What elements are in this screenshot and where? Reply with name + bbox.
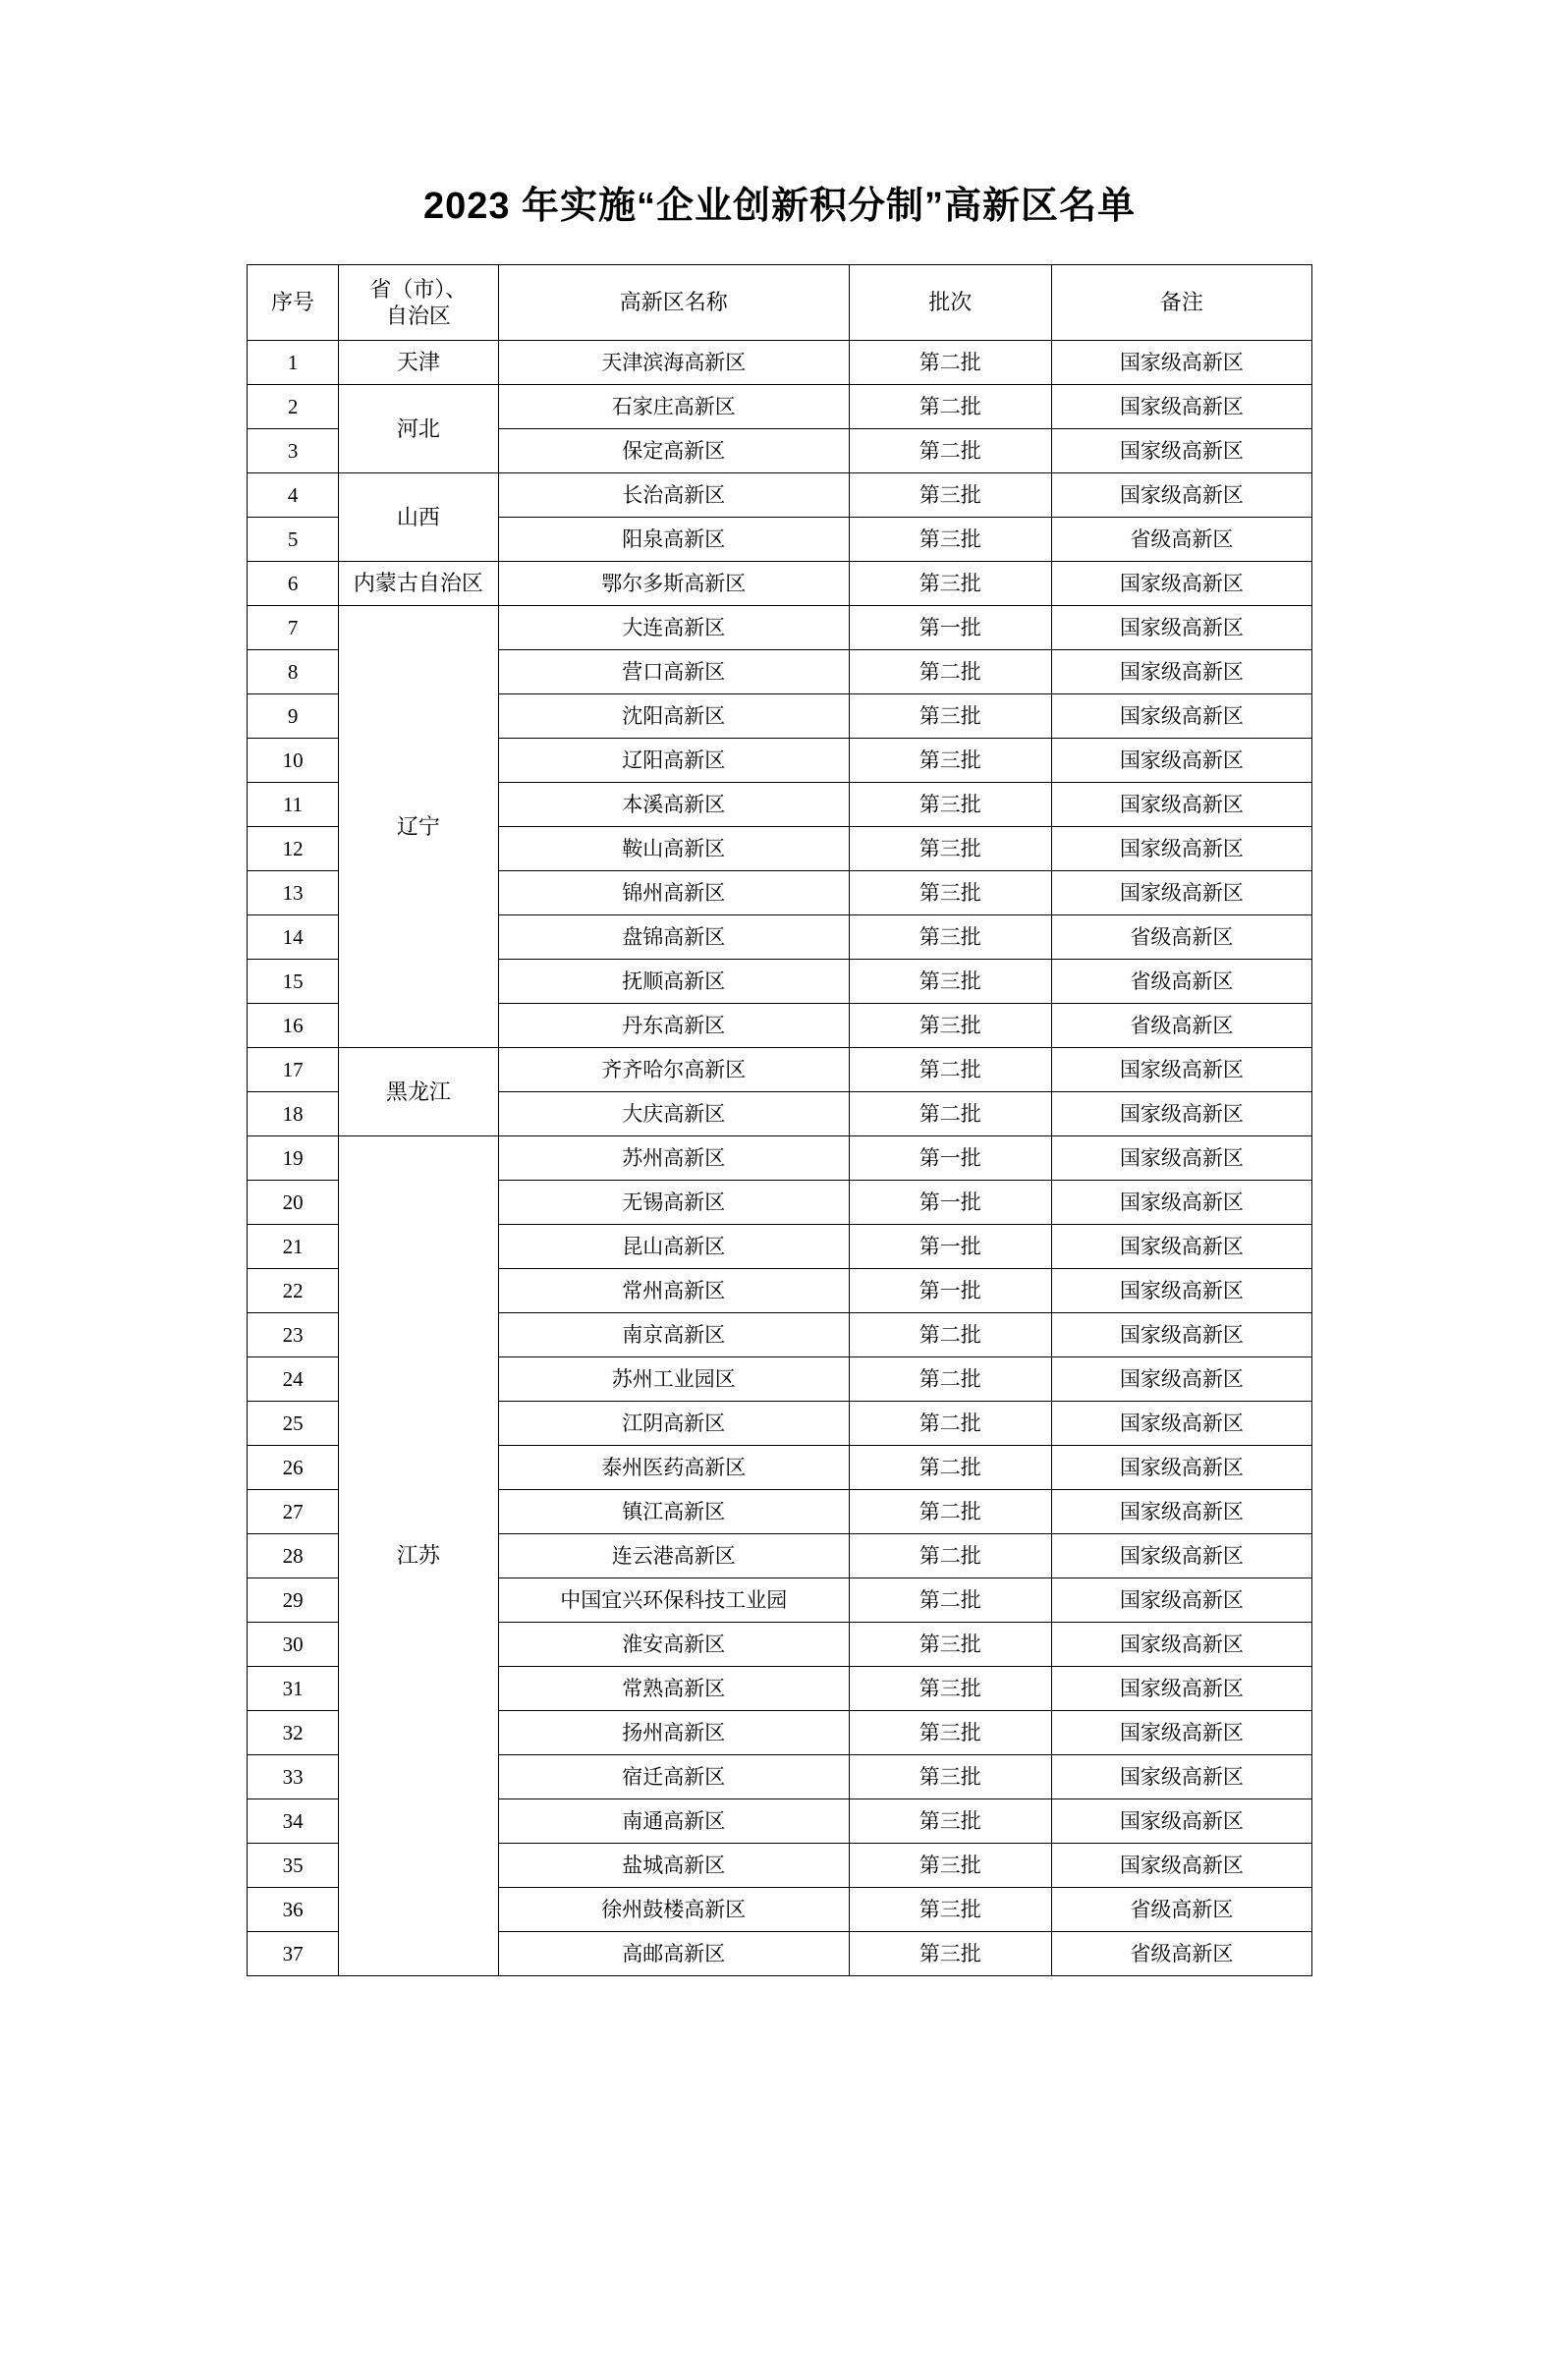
cell-note: 国家级高新区 bbox=[1051, 1844, 1311, 1888]
cell-no: 18 bbox=[248, 1092, 339, 1136]
cell-zone-name: 大连高新区 bbox=[498, 606, 849, 650]
cell-batch: 第三批 bbox=[849, 1755, 1051, 1799]
cell-note: 省级高新区 bbox=[1051, 915, 1311, 960]
cell-note: 国家级高新区 bbox=[1051, 1534, 1311, 1578]
cell-no: 14 bbox=[248, 915, 339, 960]
cell-note: 国家级高新区 bbox=[1051, 694, 1311, 739]
cell-zone-name: 营口高新区 bbox=[498, 650, 849, 694]
cell-zone-name: 长治高新区 bbox=[498, 473, 849, 518]
cell-no: 21 bbox=[248, 1225, 339, 1269]
table-header-row bbox=[248, 265, 1312, 341]
cell-no: 26 bbox=[248, 1446, 339, 1490]
cell-province: 江苏 bbox=[339, 1136, 498, 1976]
cell-no: 34 bbox=[248, 1799, 339, 1844]
cell-no: 28 bbox=[248, 1534, 339, 1578]
cell-batch: 第二批 bbox=[849, 1048, 1051, 1092]
cell-note: 国家级高新区 bbox=[1051, 1667, 1311, 1711]
cell-no: 10 bbox=[248, 739, 339, 783]
cell-no: 11 bbox=[248, 783, 339, 827]
cell-note: 国家级高新区 bbox=[1051, 827, 1311, 871]
cell-no: 16 bbox=[248, 1004, 339, 1048]
cell-note: 国家级高新区 bbox=[1051, 473, 1311, 518]
cell-note: 国家级高新区 bbox=[1051, 1136, 1311, 1181]
table-row bbox=[248, 1136, 1312, 1181]
cell-batch: 第二批 bbox=[849, 1490, 1051, 1534]
cell-zone-name: 辽阳高新区 bbox=[498, 739, 849, 783]
cell-no: 25 bbox=[248, 1402, 339, 1446]
cell-note: 国家级高新区 bbox=[1051, 1048, 1311, 1092]
cell-note: 国家级高新区 bbox=[1051, 1313, 1311, 1357]
cell-zone-name: 镇江高新区 bbox=[498, 1490, 849, 1534]
cell-zone-name: 苏州工业园区 bbox=[498, 1357, 849, 1402]
table-container bbox=[0, 264, 1559, 1976]
cell-zone-name: 中国宜兴环保科技工业园 bbox=[498, 1578, 849, 1623]
cell-no: 22 bbox=[248, 1269, 339, 1313]
cell-no: 6 bbox=[248, 562, 339, 606]
cell-zone-name: 淮安高新区 bbox=[498, 1623, 849, 1667]
column-header-province-line2: 自治区 bbox=[385, 304, 451, 328]
cell-batch: 第三批 bbox=[849, 915, 1051, 960]
cell-no: 5 bbox=[248, 518, 339, 562]
cell-zone-name: 扬州高新区 bbox=[498, 1711, 849, 1755]
cell-batch: 第三批 bbox=[849, 562, 1051, 606]
column-header-no: 序号 bbox=[248, 265, 339, 341]
cell-note: 国家级高新区 bbox=[1051, 1402, 1311, 1446]
table-row bbox=[248, 562, 1312, 606]
cell-zone-name: 天津滨海高新区 bbox=[498, 341, 849, 385]
cell-batch: 第三批 bbox=[849, 1932, 1051, 1976]
cell-zone-name: 昆山高新区 bbox=[498, 1225, 849, 1269]
column-header-name: 高新区名称 bbox=[498, 265, 849, 341]
cell-note: 国家级高新区 bbox=[1051, 1092, 1311, 1136]
cell-note: 国家级高新区 bbox=[1051, 1799, 1311, 1844]
high-tech-zone-table bbox=[247, 264, 1312, 1976]
cell-note: 国家级高新区 bbox=[1051, 1181, 1311, 1225]
cell-batch: 第一批 bbox=[849, 1136, 1051, 1181]
cell-no: 3 bbox=[248, 429, 339, 473]
cell-zone-name: 鞍山高新区 bbox=[498, 827, 849, 871]
cell-zone-name: 石家庄高新区 bbox=[498, 385, 849, 429]
cell-batch: 第三批 bbox=[849, 518, 1051, 562]
cell-note: 国家级高新区 bbox=[1051, 1578, 1311, 1623]
cell-no: 29 bbox=[248, 1578, 339, 1623]
cell-zone-name: 大庆高新区 bbox=[498, 1092, 849, 1136]
cell-province: 天津 bbox=[339, 341, 498, 385]
cell-note: 国家级高新区 bbox=[1051, 783, 1311, 827]
cell-note: 国家级高新区 bbox=[1051, 1225, 1311, 1269]
cell-zone-name: 抚顺高新区 bbox=[498, 960, 849, 1004]
cell-batch: 第一批 bbox=[849, 1181, 1051, 1225]
cell-note: 国家级高新区 bbox=[1051, 429, 1311, 473]
cell-zone-name: 盐城高新区 bbox=[498, 1844, 849, 1888]
table-row bbox=[248, 606, 1312, 650]
cell-note: 国家级高新区 bbox=[1051, 1711, 1311, 1755]
cell-note: 国家级高新区 bbox=[1051, 562, 1311, 606]
cell-note: 省级高新区 bbox=[1051, 1004, 1311, 1048]
cell-no: 15 bbox=[248, 960, 339, 1004]
cell-batch: 第三批 bbox=[849, 1667, 1051, 1711]
cell-zone-name: 本溪高新区 bbox=[498, 783, 849, 827]
cell-note: 国家级高新区 bbox=[1051, 650, 1311, 694]
table-row bbox=[248, 473, 1312, 518]
cell-no: 23 bbox=[248, 1313, 339, 1357]
cell-batch: 第二批 bbox=[849, 1446, 1051, 1490]
cell-batch: 第三批 bbox=[849, 1004, 1051, 1048]
cell-no: 1 bbox=[248, 341, 339, 385]
cell-note: 国家级高新区 bbox=[1051, 1357, 1311, 1402]
cell-no: 19 bbox=[248, 1136, 339, 1181]
cell-batch: 第三批 bbox=[849, 1799, 1051, 1844]
cell-batch: 第一批 bbox=[849, 606, 1051, 650]
table-body bbox=[248, 341, 1312, 1976]
cell-note: 省级高新区 bbox=[1051, 1932, 1311, 1976]
cell-batch: 第三批 bbox=[849, 739, 1051, 783]
cell-batch: 第二批 bbox=[849, 385, 1051, 429]
cell-zone-name: 苏州高新区 bbox=[498, 1136, 849, 1181]
cell-zone-name: 连云港高新区 bbox=[498, 1534, 849, 1578]
cell-zone-name: 宿迁高新区 bbox=[498, 1755, 849, 1799]
cell-note: 国家级高新区 bbox=[1051, 1490, 1311, 1534]
column-header-batch: 批次 bbox=[849, 265, 1051, 341]
cell-batch: 第一批 bbox=[849, 1225, 1051, 1269]
cell-zone-name: 阳泉高新区 bbox=[498, 518, 849, 562]
cell-note: 国家级高新区 bbox=[1051, 606, 1311, 650]
cell-zone-name: 江阴高新区 bbox=[498, 1402, 849, 1446]
cell-batch: 第三批 bbox=[849, 1844, 1051, 1888]
cell-no: 8 bbox=[248, 650, 339, 694]
cell-zone-name: 南通高新区 bbox=[498, 1799, 849, 1844]
cell-zone-name: 丹东高新区 bbox=[498, 1004, 849, 1048]
cell-note: 省级高新区 bbox=[1051, 1888, 1311, 1932]
cell-province: 辽宁 bbox=[339, 606, 498, 1048]
cell-batch: 第三批 bbox=[849, 473, 1051, 518]
cell-batch: 第三批 bbox=[849, 871, 1051, 915]
cell-no: 32 bbox=[248, 1711, 339, 1755]
cell-zone-name: 保定高新区 bbox=[498, 429, 849, 473]
cell-zone-name: 高邮高新区 bbox=[498, 1932, 849, 1976]
cell-no: 37 bbox=[248, 1932, 339, 1976]
table-row bbox=[248, 341, 1312, 385]
cell-no: 13 bbox=[248, 871, 339, 915]
column-header-province-line1: 省（市）、 bbox=[369, 276, 468, 302]
cell-batch: 第二批 bbox=[849, 650, 1051, 694]
cell-no: 36 bbox=[248, 1888, 339, 1932]
cell-zone-name: 南京高新区 bbox=[498, 1313, 849, 1357]
cell-note: 国家级高新区 bbox=[1051, 1446, 1311, 1490]
cell-no: 30 bbox=[248, 1623, 339, 1667]
cell-batch: 第二批 bbox=[849, 1313, 1051, 1357]
cell-zone-name: 鄂尔多斯高新区 bbox=[498, 562, 849, 606]
cell-zone-name: 锦州高新区 bbox=[498, 871, 849, 915]
cell-no: 33 bbox=[248, 1755, 339, 1799]
cell-no: 17 bbox=[248, 1048, 339, 1092]
cell-province: 内蒙古自治区 bbox=[339, 562, 498, 606]
cell-batch: 第二批 bbox=[849, 1534, 1051, 1578]
cell-batch: 第二批 bbox=[849, 1092, 1051, 1136]
cell-batch: 第二批 bbox=[849, 1357, 1051, 1402]
table-row bbox=[248, 1048, 1312, 1092]
cell-no: 35 bbox=[248, 1844, 339, 1888]
cell-batch: 第三批 bbox=[849, 960, 1051, 1004]
cell-batch: 第三批 bbox=[849, 827, 1051, 871]
cell-no: 31 bbox=[248, 1667, 339, 1711]
cell-no: 20 bbox=[248, 1181, 339, 1225]
cell-zone-name: 齐齐哈尔高新区 bbox=[498, 1048, 849, 1092]
cell-note: 国家级高新区 bbox=[1051, 1623, 1311, 1667]
cell-zone-name: 常熟高新区 bbox=[498, 1667, 849, 1711]
cell-zone-name: 沈阳高新区 bbox=[498, 694, 849, 739]
cell-batch: 第二批 bbox=[849, 429, 1051, 473]
page-title: 2023 年实施“企业创新积分制”高新区名单 bbox=[422, 186, 1137, 227]
cell-batch: 第三批 bbox=[849, 1888, 1051, 1932]
cell-zone-name: 无锡高新区 bbox=[498, 1181, 849, 1225]
column-header-note: 备注 bbox=[1051, 265, 1311, 341]
table-row bbox=[248, 385, 1312, 429]
column-header-province bbox=[339, 265, 498, 341]
cell-zone-name: 常州高新区 bbox=[498, 1269, 849, 1313]
cell-no: 12 bbox=[248, 827, 339, 871]
cell-note: 国家级高新区 bbox=[1051, 739, 1311, 783]
cell-batch: 第三批 bbox=[849, 1623, 1051, 1667]
cell-province: 河北 bbox=[339, 385, 498, 473]
cell-no: 27 bbox=[248, 1490, 339, 1534]
cell-batch: 第三批 bbox=[849, 783, 1051, 827]
cell-note: 国家级高新区 bbox=[1051, 871, 1311, 915]
cell-note: 省级高新区 bbox=[1051, 960, 1311, 1004]
cell-note: 国家级高新区 bbox=[1051, 385, 1311, 429]
cell-batch: 第一批 bbox=[849, 1269, 1051, 1313]
cell-zone-name: 徐州鼓楼高新区 bbox=[498, 1888, 849, 1932]
cell-batch: 第二批 bbox=[849, 1402, 1051, 1446]
cell-note: 国家级高新区 bbox=[1051, 1269, 1311, 1313]
cell-no: 2 bbox=[248, 385, 339, 429]
cell-batch: 第三批 bbox=[849, 1711, 1051, 1755]
cell-no: 24 bbox=[248, 1357, 339, 1402]
cell-batch: 第二批 bbox=[849, 1578, 1051, 1623]
cell-no: 9 bbox=[248, 694, 339, 739]
cell-zone-name: 盘锦高新区 bbox=[498, 915, 849, 960]
table-header bbox=[248, 265, 1312, 341]
cell-note: 国家级高新区 bbox=[1051, 341, 1311, 385]
document-page bbox=[0, 175, 1559, 2380]
cell-batch: 第二批 bbox=[849, 341, 1051, 385]
cell-no: 4 bbox=[248, 473, 339, 518]
cell-batch: 第三批 bbox=[849, 694, 1051, 739]
cell-zone-name: 泰州医药高新区 bbox=[498, 1446, 849, 1490]
cell-no: 7 bbox=[248, 606, 339, 650]
cell-note: 省级高新区 bbox=[1051, 518, 1311, 562]
cell-province: 黑龙江 bbox=[339, 1048, 498, 1136]
cell-province: 山西 bbox=[339, 473, 498, 562]
cell-note: 国家级高新区 bbox=[1051, 1755, 1311, 1799]
